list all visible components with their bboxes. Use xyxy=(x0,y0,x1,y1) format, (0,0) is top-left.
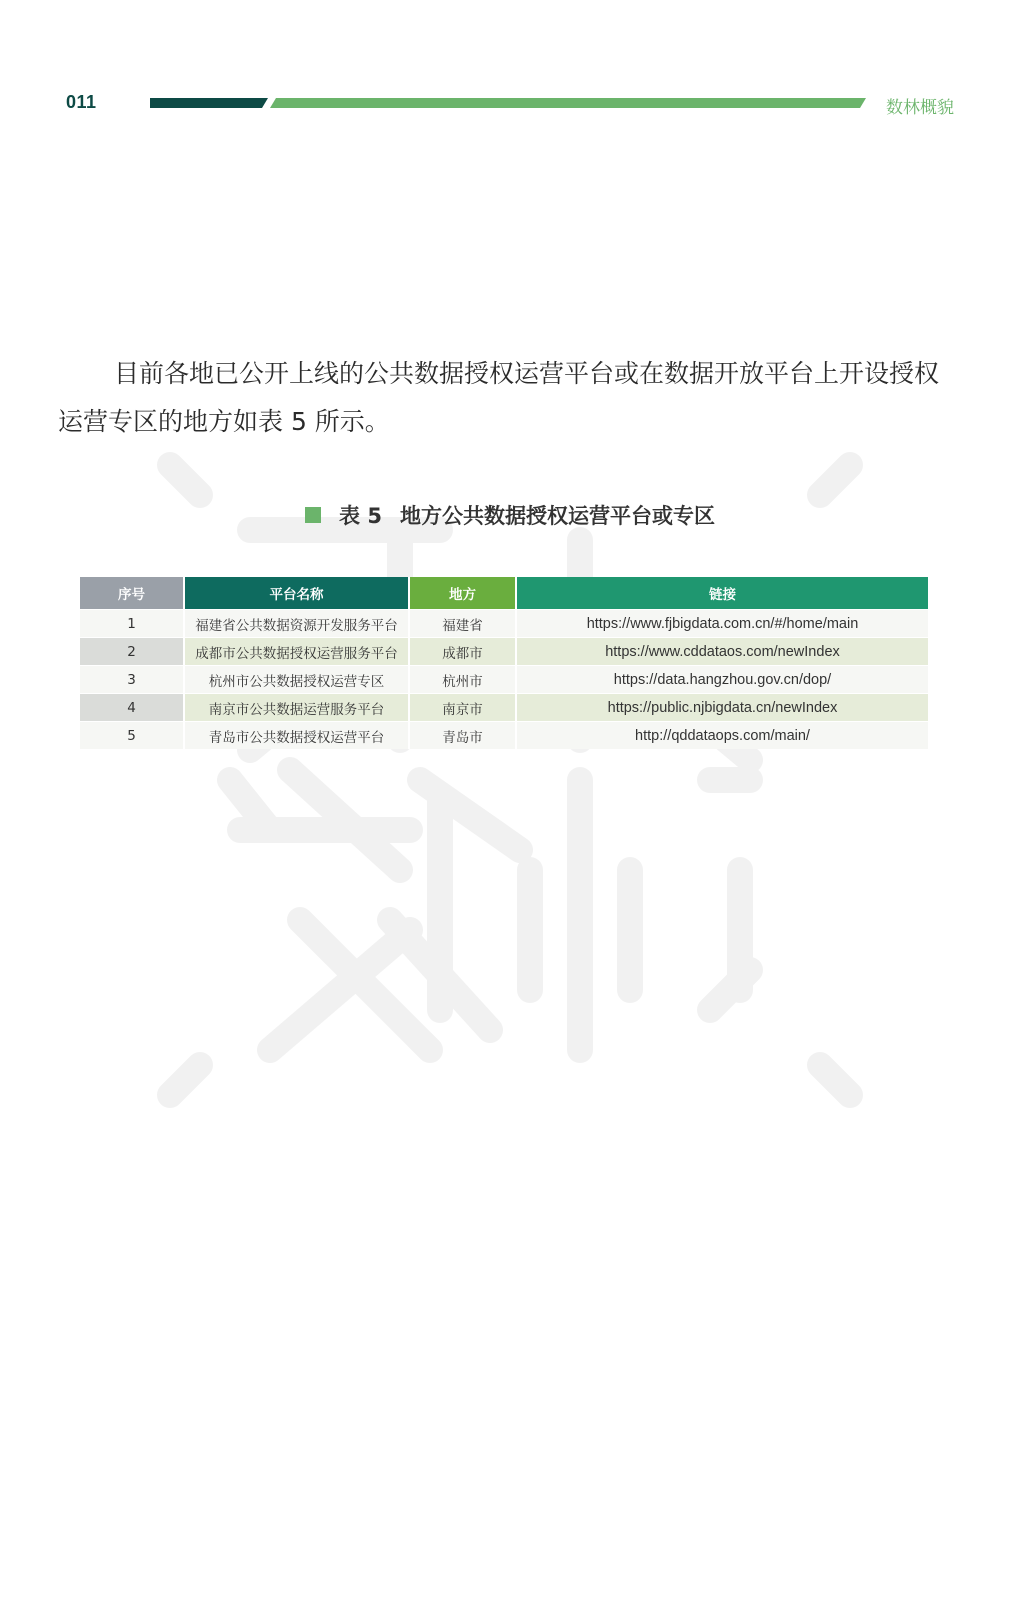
cell-index: 4 xyxy=(80,694,184,722)
cell-link[interactable]: https://public.njbigdata.cn/newIndex xyxy=(516,694,928,722)
cell-platform-name: 杭州市公共数据授权运营专区 xyxy=(184,666,409,694)
cell-link[interactable]: https://www.fjbigdata.com.cn/#/home/main xyxy=(516,610,928,638)
intro-paragraph: 目前各地已公开上线的公共数据授权运营平台或在数据开放平台上开设授权运营专区的地方如表 5 所示。 xyxy=(58,359,940,436)
cell-index: 1 xyxy=(80,610,184,638)
cell-index: 3 xyxy=(80,666,184,694)
cell-platform-name: 青岛市公共数据授权运营平台 xyxy=(184,722,409,750)
cell-region: 青岛市 xyxy=(409,722,516,750)
table-row xyxy=(80,722,928,750)
cell-platform-name: 福建省公共数据资源开发服务平台 xyxy=(184,610,409,638)
header-index: 序号 xyxy=(80,577,184,610)
table-row xyxy=(80,666,928,694)
section-label: 数林概貌 xyxy=(886,98,954,118)
table-row xyxy=(80,694,928,722)
cell-region: 南京市 xyxy=(409,694,516,722)
table-header-row xyxy=(80,577,928,610)
cell-region: 成都市 xyxy=(409,638,516,666)
page-number: 011 xyxy=(66,92,97,112)
header-decorative-bar xyxy=(150,98,870,110)
cell-link[interactable]: https://data.hangzhou.gov.cn/dop/ xyxy=(516,666,928,694)
cell-platform-name: 成都市公共数据授权运营服务平台 xyxy=(184,638,409,666)
cell-link[interactable]: http://qddataops.com/main/ xyxy=(516,722,928,750)
table-title: 地方公共数据授权运营平台或专区 xyxy=(399,504,715,528)
cell-region: 福建省 xyxy=(409,610,516,638)
watermark-logo xyxy=(150,450,870,1150)
cell-platform-name: 南京市公共数据运营服务平台 xyxy=(184,694,409,722)
cell-link[interactable]: https://www.cddataos.com/newIndex xyxy=(516,638,928,666)
cell-index: 2 xyxy=(80,638,184,666)
table-caption xyxy=(0,500,1020,530)
platform-table xyxy=(80,577,928,749)
cell-index: 5 xyxy=(80,722,184,750)
header-link: 链接 xyxy=(516,577,928,610)
table-number: 表 5 xyxy=(339,504,382,528)
table-row xyxy=(80,610,928,638)
header-platform-name: 平台名称 xyxy=(184,577,409,610)
caption-square-icon xyxy=(305,507,321,523)
header-region: 地方 xyxy=(409,577,516,610)
table-row xyxy=(80,638,928,666)
cell-region: 杭州市 xyxy=(409,666,516,694)
